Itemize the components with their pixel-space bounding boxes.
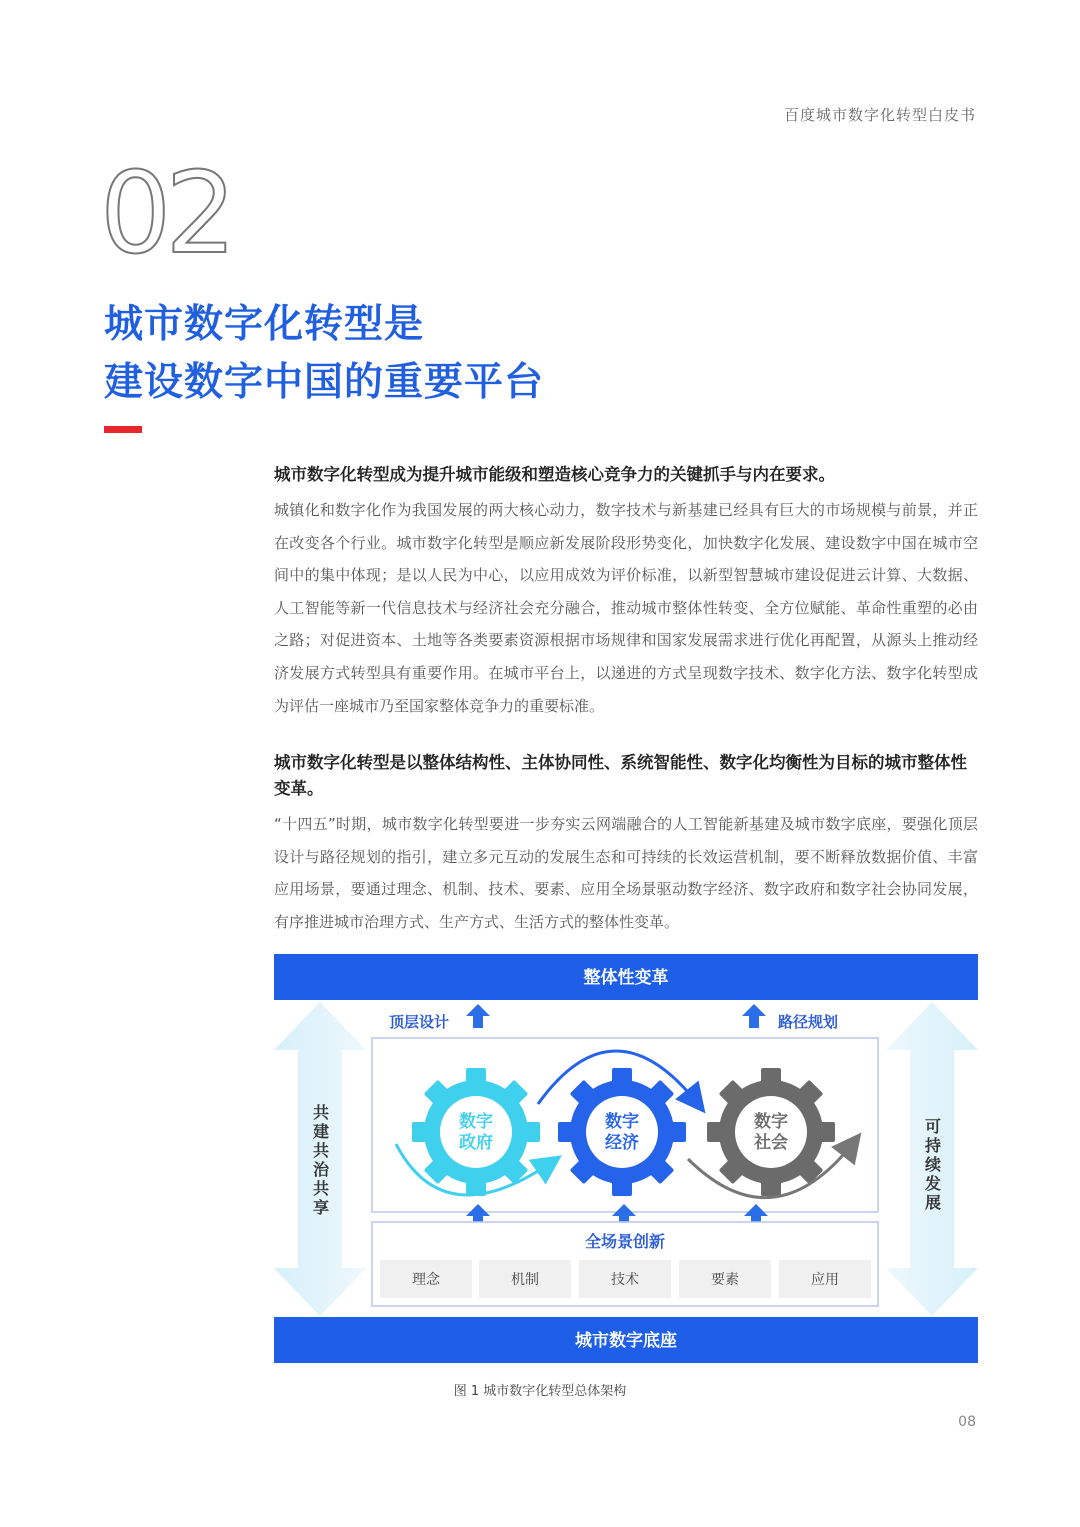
page-number: 08 <box>958 1414 976 1430</box>
gear-2-line-1: 数字 <box>605 1112 639 1132</box>
gear-digital-government <box>412 1068 540 1196</box>
gear-digital-society <box>707 1068 835 1196</box>
gear-1-line-2: 政府 <box>459 1133 493 1153</box>
section-1 <box>274 462 978 722</box>
section-1-heading: 城市数字化转型成为提升城市能级和塑造核心竞争力的关键抓手与内在要求。 <box>274 465 835 484</box>
bottom-bar-label: 城市数字底座 <box>575 1331 677 1351</box>
innovation-title: 全场景创新 <box>584 1232 666 1251</box>
top-right-up-arrow <box>742 1004 766 1028</box>
gear-3-line-1: 数字 <box>754 1112 788 1132</box>
chapter-number: 02 <box>100 149 231 279</box>
item-label-5: 应用 <box>811 1272 839 1288</box>
section-1-body: 城镇化和数字化作为我国发展的两大核心动力，数字技术与新基建已经具有巨大的市场规模与前景，并正在改变各个行业。城市数字化转型是顺应新发展阶段形势变化，加快数字化发展、建设数字中国在城市空间中的集中体现；是以人民为中心，以应用成效为评价标准，以新型智慧城市建设促进云计算、大数据、人工智能等新一代信息技术与经济社会充分融合，推动城市整体性转变、全方位赋能、革命性重塑的必由之路；对促进资本、土地等各类要素资源根据市场规律和国家发展需求进行优化再配置，从源头上推动经济发展方式转型具有重要作用。在城市平台上，以递进的方式呈现数字技术、数字化方法、数字化转型成为评估一座城市乃至国家整体竞争力的重要标准。 <box>274 501 978 715</box>
architecture-diagram-svg <box>274 954 978 1364</box>
left-arrow-label: 共建共治共享 <box>310 1104 330 1218</box>
figure-caption: 图 1 城市数字化转型总体架构 <box>453 1384 627 1399</box>
title-accent-bar <box>104 426 142 433</box>
right-arrow-label: 可持续发展 <box>922 1118 942 1213</box>
section-2-heading: 城市数字化转型是以整体结构性、主体协同性、系统智能性、数字化均衡性为目标的城市整体性变革。 <box>274 753 967 799</box>
document-header: 百度城市数字化转型白皮书 <box>783 106 976 124</box>
innovation-items <box>380 1260 871 1298</box>
main-content <box>274 462 978 939</box>
top-left-label: 顶层设计 <box>389 1013 450 1031</box>
item-label-2: 机制 <box>511 1272 539 1288</box>
top-left-up-arrow <box>466 1004 490 1028</box>
item-label-1: 理念 <box>412 1272 440 1288</box>
item-label-4: 要素 <box>711 1272 739 1288</box>
chapter-title-line-1: 城市数字化转型是 <box>104 302 425 347</box>
chapter-title <box>104 296 544 412</box>
gear-1-line-1: 数字 <box>459 1112 493 1132</box>
item-label-3: 技术 <box>611 1272 639 1288</box>
top-right-label: 路径规划 <box>778 1013 839 1031</box>
architecture-diagram <box>274 954 978 1364</box>
chapter-title-line-2: 建设数字中国的重要平台 <box>104 360 545 405</box>
gear-3-line-2: 社会 <box>754 1133 788 1153</box>
gear-digital-economy <box>558 1068 686 1196</box>
gear-2-line-2: 经济 <box>605 1133 639 1153</box>
top-bar-label: 整体性变革 <box>583 968 669 988</box>
section-2-body: “十四五”时期，城市数字化转型要进一步夯实云网端融合的人工智能新基建及城市数字底座，要强化顶层设计与路径规划的指引，建立多元互动的发展生态和可持续的长效运营机制，要不断释放数据价值、丰富应用场景，要通过理念、机制、技术、要素、应用全场景驱动数字经济、数字政府和数字社会协同发展，有序推进城市治理方式、生产方式、生活方式的整体性变革。 <box>274 815 978 931</box>
section-2 <box>274 750 978 938</box>
